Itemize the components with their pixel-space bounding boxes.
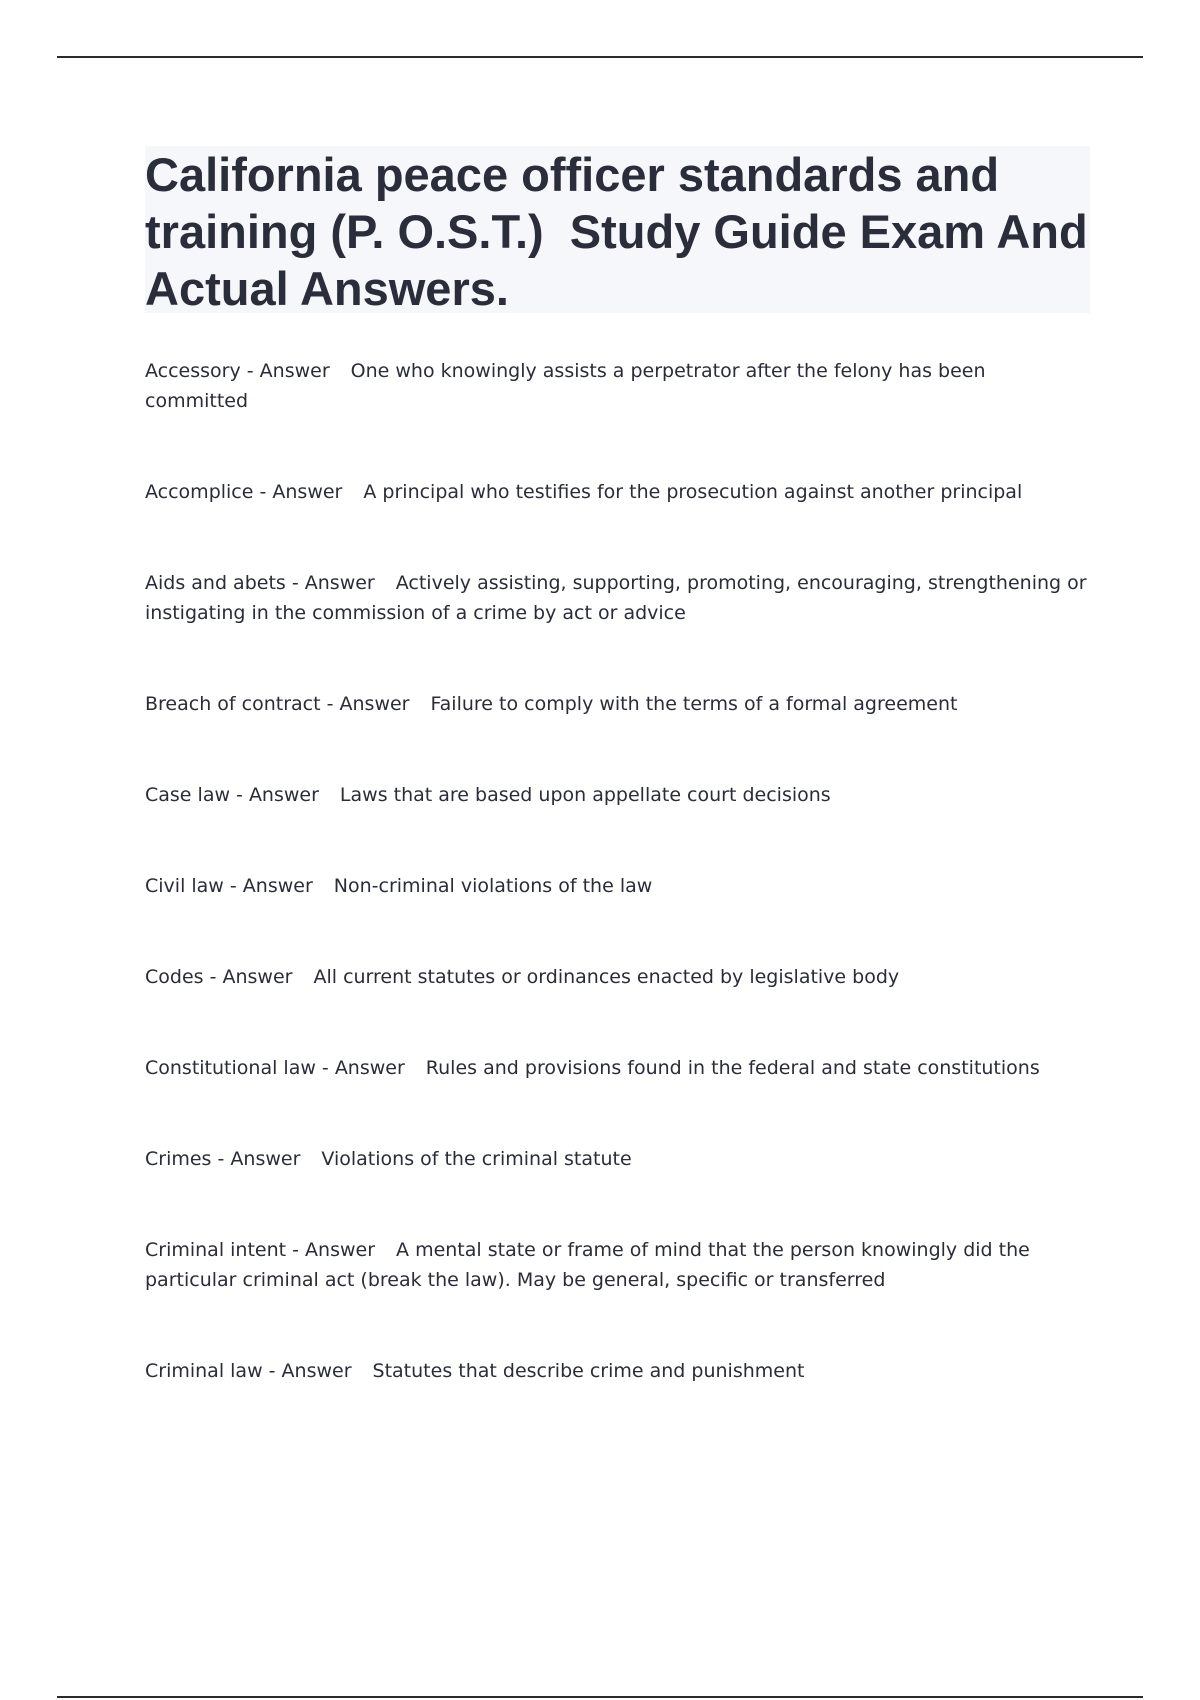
entry: Accomplice - Answer A principal who testifies for the prosecution against another principal [145, 481, 1023, 503]
entry: Crimes - Answer Violations of the criminal statute [145, 1148, 632, 1170]
answer-label: Answer [259, 360, 330, 382]
top-rule [57, 56, 1143, 58]
entry: Criminal intent - Answer A mental state or frame of mind that the person knowingly did the particular criminal act (break the law). May be general, specific or transferred [145, 1239, 1036, 1291]
entry-definition: One who knowingly assists a perpetrator after the felony has been committed [145, 360, 992, 412]
answer-label: Answer [272, 481, 343, 503]
answer-label: Answer [305, 1239, 376, 1261]
entry-definition: Rules and provisions found in the federal and state constitutions [425, 1057, 1040, 1079]
answer-label: Answer [242, 875, 313, 897]
entry: Accessory - Answer One who knowingly assists a perpetrator after the felony has been committed [145, 360, 992, 412]
entry: Civil law - Answer Non-criminal violations of the law [145, 875, 653, 897]
answer-label: Answer [230, 1148, 301, 1170]
entry-term: Criminal intent [145, 1239, 287, 1261]
entry-term: Crimes [145, 1148, 212, 1170]
document-title: California peace officer standards and training (P. O.S.T.) Study Guide Exam And Actual Answers. [145, 148, 1100, 315]
entry: Constitutional law - Answer Rules and provisions found in the federal and state constitutions [145, 1057, 1040, 1079]
entry-definition: Statutes that describe crime and punishment [372, 1360, 805, 1382]
entry-definition: A mental state or frame of mind that the person knowingly did the particular criminal act (break the law). May be general, specific or transferred [145, 1239, 1036, 1291]
entry-term: Accomplice [145, 481, 254, 503]
entry-term: Constitutional law [145, 1057, 316, 1079]
entry-term: Breach of contract [145, 693, 321, 715]
answer-label: Answer [248, 784, 319, 806]
entry: Codes - Answer All current statutes or ordinances enacted by legislative body [145, 966, 900, 988]
entry-term: Civil law [145, 875, 224, 897]
answer-label: Answer [339, 693, 410, 715]
answer-label: Answer [222, 966, 293, 988]
entry-list [145, 356, 1093, 1447]
entry-term: Case law [145, 784, 230, 806]
answer-label: Answer [281, 1360, 352, 1382]
entry-definition: Actively assisting, supporting, promoting, encouraging, strengthening or instigating in the commission of a crime by act or advice [145, 572, 1093, 624]
entry-term: Accessory [145, 360, 241, 382]
title-block [145, 146, 1100, 315]
entry-definition: Failure to comply with the terms of a formal agreement [430, 693, 958, 715]
entry-definition: A principal who testifies for the prosecution against another principal [363, 481, 1023, 503]
entry-definition: Laws that are based upon appellate court decisions [339, 784, 831, 806]
entry: Case law - Answer Laws that are based upon appellate court decisions [145, 784, 831, 806]
entry: Criminal law - Answer Statutes that describe crime and punishment [145, 1360, 805, 1382]
entry-definition: Violations of the criminal statute [321, 1148, 632, 1170]
entry: Aids and abets - Answer Actively assisting, supporting, promoting, encouraging, strengthening or instigating in the commission of a crime by act or advice [145, 572, 1093, 624]
entry-term: Aids and abets [145, 572, 286, 594]
entry-term: Codes [145, 966, 204, 988]
entry-term: Criminal law [145, 1360, 263, 1382]
answer-label: Answer [334, 1057, 405, 1079]
entry-definition: Non-criminal violations of the law [333, 875, 653, 897]
entry: Breach of contract - Answer Failure to comply with the terms of a formal agreement [145, 693, 958, 715]
answer-label: Answer [304, 572, 375, 594]
bottom-rule [57, 1696, 1143, 1698]
entry-definition: All current statutes or ordinances enacted by legislative body [313, 966, 900, 988]
